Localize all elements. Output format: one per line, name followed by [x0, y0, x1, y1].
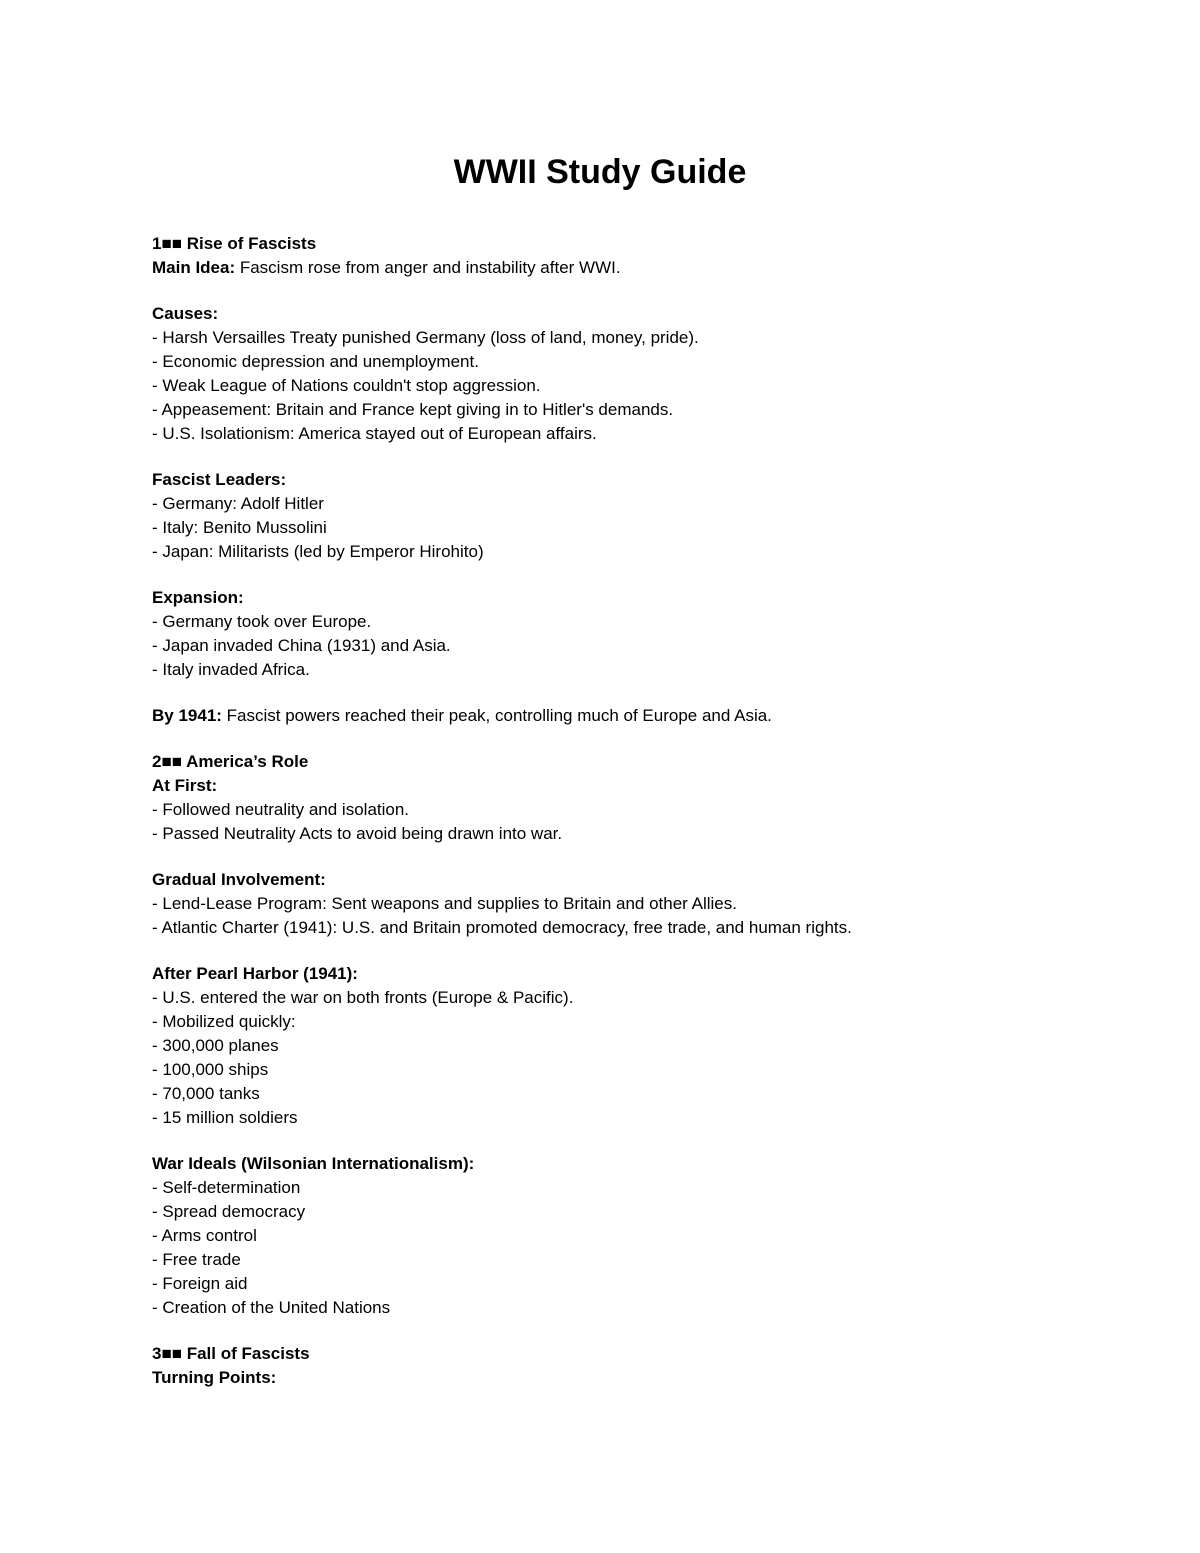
- text-line: [152, 232, 1048, 256]
- line-text-segment: - Germany took over Europe.: [152, 612, 372, 631]
- text-line: [152, 1010, 1048, 1034]
- gradual-involvement-paragraph: [152, 868, 1048, 940]
- line-text-segment: - Weak League of Nations couldn't stop aggression.: [152, 376, 541, 395]
- text-line: [152, 586, 1048, 610]
- war-ideals-paragraph: [152, 1152, 1048, 1320]
- text-line: [152, 962, 1048, 986]
- text-line: [152, 1224, 1048, 1248]
- line-bold-segment: Causes:: [152, 304, 219, 323]
- line-bold-segment: Gradual Involvement:: [152, 870, 326, 889]
- document-content: [152, 0, 1048, 1390]
- text-line: [152, 774, 1048, 798]
- text-line: [152, 1366, 1048, 1390]
- line-text-segment: - Harsh Versailles Treaty punished Germany (loss of land, money, pride).: [152, 328, 699, 347]
- line-bold-segment: At First:: [152, 776, 218, 795]
- text-line: [152, 374, 1048, 398]
- text-line: [152, 1106, 1048, 1130]
- text-line: [152, 798, 1048, 822]
- text-line: [152, 1176, 1048, 1200]
- text-line: [152, 540, 1048, 564]
- text-line: [152, 750, 1048, 774]
- text-line: [152, 634, 1048, 658]
- section-3-fall-of-fascists: [152, 1342, 1048, 1390]
- line-text-segment: Fascist powers reached their peak, controlling much of Europe and Asia.: [221, 706, 772, 725]
- text-line: [152, 492, 1048, 516]
- text-line: [152, 326, 1048, 350]
- by-1941-summary: [152, 704, 1048, 728]
- line-text-segment: - U.S. Isolationism: America stayed out of European affairs.: [152, 424, 597, 443]
- line-text-segment: - 70,000 tanks: [152, 1084, 260, 1103]
- text-line: [152, 1082, 1048, 1106]
- text-line: [152, 302, 1048, 326]
- line-text-segment: - Spread democracy: [152, 1202, 306, 1221]
- text-line: [152, 610, 1048, 634]
- line-text-segment: - 15 million soldiers: [152, 1108, 298, 1127]
- line-bold-segment: 3■■ Fall of Fascists: [152, 1344, 310, 1363]
- text-line: [152, 704, 1048, 728]
- line-bold-segment: 1■■ Rise of Fascists: [152, 234, 317, 253]
- line-bold-segment: 2■■ America’s Role: [152, 752, 309, 771]
- text-line: [152, 398, 1048, 422]
- line-text-segment: - 100,000 ships: [152, 1060, 269, 1079]
- causes-paragraph: [152, 302, 1048, 446]
- text-line: [152, 256, 1048, 280]
- text-line: [152, 516, 1048, 540]
- line-text-segment: - Economic depression and unemployment.: [152, 352, 479, 371]
- text-line: [152, 658, 1048, 682]
- line-text-segment: - Passed Neutrality Acts to avoid being drawn into war.: [152, 824, 563, 843]
- text-line: [152, 1296, 1048, 1320]
- fascist-leaders-paragraph: [152, 468, 1048, 564]
- line-text-segment: - Creation of the United Nations: [152, 1298, 391, 1317]
- text-line: [152, 1272, 1048, 1296]
- text-line: [152, 1058, 1048, 1082]
- line-bold-segment: Turning Points:: [152, 1368, 277, 1387]
- line-bold-segment: Main Idea:: [152, 258, 236, 277]
- text-line: [152, 986, 1048, 1010]
- after-pearl-harbor-paragraph: [152, 962, 1048, 1130]
- line-text-segment: - Self-determination: [152, 1178, 301, 1197]
- line-bold-segment: Expansion:: [152, 588, 244, 607]
- text-line: [152, 916, 1048, 940]
- line-text-segment: - 300,000 planes: [152, 1036, 279, 1055]
- line-text-segment: - Italy invaded Africa.: [152, 660, 310, 679]
- text-line: [152, 1152, 1048, 1176]
- text-line: [152, 468, 1048, 492]
- line-text-segment: - Followed neutrality and isolation.: [152, 800, 410, 819]
- expansion-paragraph: [152, 586, 1048, 682]
- line-text-segment: - Atlantic Charter (1941): U.S. and Britain promoted democracy, free trade, and human rights.: [152, 918, 852, 937]
- line-text-segment: - U.S. entered the war on both fronts (Europe & Pacific).: [152, 988, 574, 1007]
- line-bold-segment: After Pearl Harbor (1941):: [152, 964, 358, 983]
- text-line: [152, 422, 1048, 446]
- text-line: [152, 892, 1048, 916]
- text-line: [152, 822, 1048, 846]
- line-text-segment: - Free trade: [152, 1250, 241, 1269]
- line-text-segment: - Appeasement: Britain and France kept giving in to Hitler's demands.: [152, 400, 674, 419]
- line-text-segment: - Japan: Militarists (led by Emperor Hirohito): [152, 542, 484, 561]
- line-text-segment: - Japan invaded China (1931) and Asia.: [152, 636, 451, 655]
- section-2-americas-role: [152, 750, 1048, 846]
- line-text-segment: - Italy: Benito Mussolini: [152, 518, 327, 537]
- line-text-segment: - Arms control: [152, 1226, 257, 1245]
- line-bold-segment: By 1941:: [152, 706, 222, 725]
- line-text-segment: - Foreign aid: [152, 1274, 248, 1293]
- line-text-segment: Fascism rose from anger and instability after WWI.: [235, 258, 621, 277]
- text-line: [152, 1248, 1048, 1272]
- text-line: [152, 350, 1048, 374]
- line-text-segment: - Lend-Lease Program: Sent weapons and supplies to Britain and other Allies.: [152, 894, 737, 913]
- line-text-segment: - Germany: Adolf Hitler: [152, 494, 324, 513]
- text-line: [152, 1342, 1048, 1366]
- section-1-rise-of-fascists: [152, 232, 1048, 280]
- page-title: WWII Study Guide: [453, 153, 747, 191]
- text-line: [152, 1200, 1048, 1224]
- text-line: [152, 1034, 1048, 1058]
- text-line: [152, 868, 1048, 892]
- line-text-segment: - Mobilized quickly:: [152, 1012, 296, 1031]
- line-bold-segment: Fascist Leaders:: [152, 470, 287, 489]
- line-bold-segment: War Ideals (Wilsonian Internationalism):: [152, 1154, 475, 1173]
